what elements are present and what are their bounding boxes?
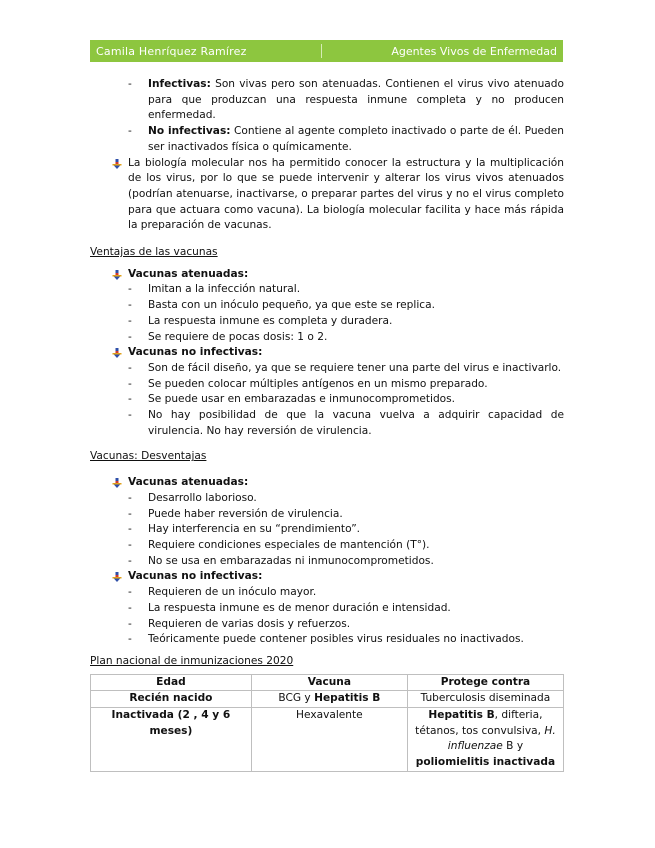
list-item-infectivas: - Infectivas: Son vivas pero son atenuadas. Contienen el virus vivo atenuado para que produzcan una respuesta inmune completa y no producen enfermedad. [128, 78, 564, 122]
arrow-bullet-icon [112, 159, 122, 169]
advantages-heading: Ventajas de las vacunas [90, 246, 218, 259]
disadvantages-attenuated-heading: Vacunas atenuadas: [90, 475, 564, 491]
table-row [91, 691, 564, 708]
arrow-bullet-icon [112, 348, 122, 358]
list-item: - No se usa en embarazadas ni inmunocomprometidos. [128, 554, 434, 567]
list-item-no-infectivas: - No infectivas: Contiene al agente completo inactivado o parte de él. Pueden ser inactivados física o químicamente. [128, 125, 565, 153]
no-infectivas-label: No infectivas: [148, 125, 231, 138]
list-item: - Requieren de un inóculo mayor. [128, 586, 317, 599]
molecular-biology-paragraph [90, 156, 564, 235]
list-item: - Imitan a la infección natural. [128, 283, 301, 296]
no-infectivas-text: Contiene al agente completo inactivado o parte de él. Pueden ser inactivados física o químicamente. [148, 125, 565, 153]
cell-age: Recién nacido [91, 691, 252, 708]
disadvantages-noninfective-heading: Vacunas no infectivas: [90, 569, 564, 585]
column-header-vaccine: Vacuna [251, 674, 407, 691]
column-header-protects: Protege contra [407, 674, 563, 691]
cell-vaccine: BCG y Hepatitis B [251, 691, 407, 708]
advantages-attenuated-heading: Vacunas atenuadas: [90, 267, 564, 283]
list-item: - Son de fácil diseño, ya que se requiere tener una parte del virus e inactivarlo. [128, 361, 562, 374]
list-item: - No hay posibilidad de que la vacuna vuelva a adquirir capacidad de virulencia. No hay reversión de virulencia. [128, 409, 564, 437]
table-header-row [91, 674, 564, 691]
arrow-bullet-icon [112, 478, 122, 488]
document-body [90, 77, 564, 772]
header-subject: Agentes Vivos de Enfermedad [391, 44, 557, 58]
cell-protects: Hepatitis B, difteria, tétanos, tos convulsiva, H. influenzae B y poliomielitis inactivada [407, 708, 563, 772]
advantages-noninfective-heading: Vacunas no infectivas: [90, 345, 564, 361]
disadvantages-heading: Vacunas: Desventajas [90, 450, 207, 463]
cell-protects: Tuberculosis diseminada [407, 691, 563, 708]
list-item: - Se requiere de pocas dosis: 1 o 2. [128, 330, 328, 343]
page-header [90, 40, 563, 62]
column-header-age: Edad [91, 674, 252, 691]
immunization-table [90, 674, 564, 772]
list-item: - La respuesta inmune es de menor duración e intensidad. [128, 601, 451, 614]
list-item: - Basta con un inóculo pequeño, ya que este se replica. [128, 299, 435, 312]
list-item: - Requiere condiciones especiales de mantención (T°). [128, 538, 430, 551]
list-item: - Desarrollo laborioso. [128, 491, 257, 504]
list-item: - Requieren de varias dosis y refuerzos. [128, 617, 351, 630]
list-item: - Se puede usar en embarazadas e inmunocomprometidos. [128, 393, 456, 406]
table-row [91, 708, 564, 772]
arrow-bullet-icon [112, 572, 122, 582]
cell-age: Inactivada (2 , 4 y 6 meses) [91, 708, 252, 772]
infectivas-text: Son vivas pero son atenuadas. Contienen el virus vivo atenuado para que produzcan una respuesta inmune completa y no producen enfermedad. [148, 78, 564, 122]
list-item: - Hay interferencia en su “prendimiento”. [128, 523, 361, 536]
cell-vaccine: Hexavalente [251, 708, 407, 772]
header-author: Camila Henríquez Ramírez [96, 44, 247, 58]
list-item: - Puede haber reversión de virulencia. [128, 507, 343, 520]
plan-heading: Plan nacional de inmunizaciones 2020 [90, 654, 294, 667]
molecular-biology-text: La biología molecular nos ha permitido conocer la estructura y la multiplicación de los virus, por lo que se puede intervenir y alterar los virus vivos atenuados (podrían atenuarse, inactivarse, o preparar partes del virus y no el virus completo para que actuara como vacuna). La biología molecular facilita y hace más rápida la preparación de vacunas. [128, 156, 564, 232]
list-item: - Teóricamente puede contener posibles virus residuales no inactivados. [128, 633, 524, 646]
list-item: - La respuesta inmune es completa y duradera. [128, 314, 393, 327]
infectivas-label: Infectivas: [148, 78, 211, 90]
list-item: - Se pueden colocar múltiples antígenos en un mismo preparado. [128, 377, 488, 390]
arrow-bullet-icon [112, 270, 122, 280]
